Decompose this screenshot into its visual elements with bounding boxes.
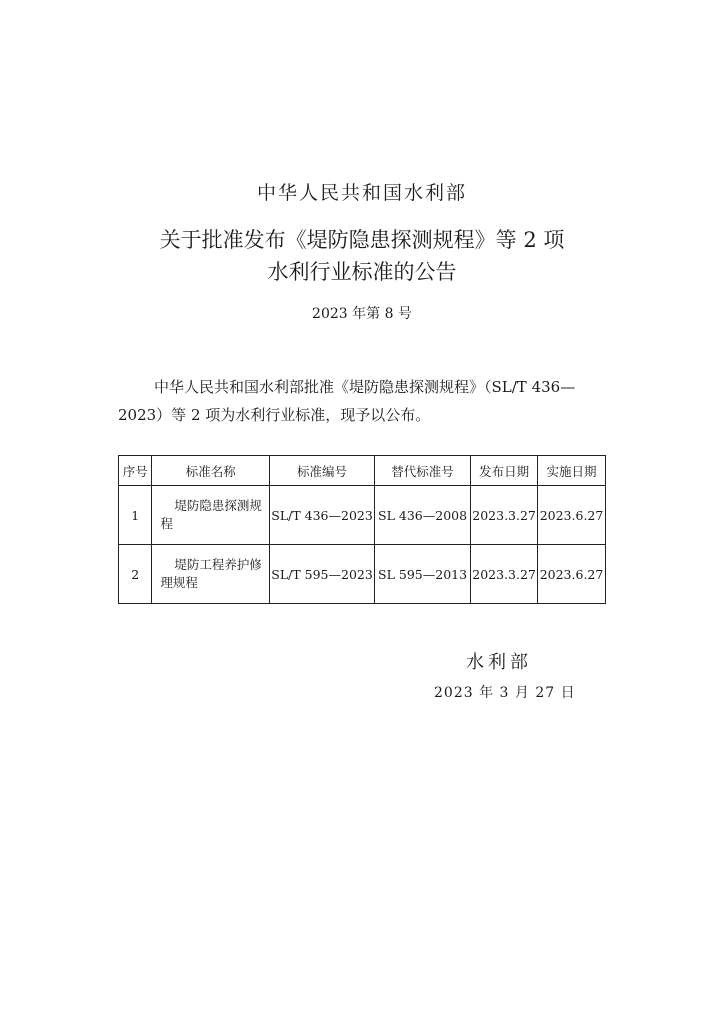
signature-authority: 水利部 xyxy=(466,652,532,673)
cell-issue-date: 2023.3.27 xyxy=(471,486,538,545)
cell-issue-date: 2023.3.27 xyxy=(471,545,538,604)
cell-replaced-number: SL 436—2008 xyxy=(374,486,470,545)
cell-standard-number: SL/T 595—2023 xyxy=(270,545,375,604)
standards-table xyxy=(118,455,606,604)
title-line-1: 关于批准发布《堤防隐患探测规程》等 2 项 xyxy=(159,228,565,252)
header-index: 序号 xyxy=(119,456,152,486)
table-row xyxy=(119,545,606,604)
document-number: 2023 年第 8 号 xyxy=(312,306,412,322)
header-standard-name: 标准名称 xyxy=(152,456,270,486)
cell-index: 1 xyxy=(119,486,152,545)
cell-effective-date: 2023.6.27 xyxy=(538,545,606,604)
header-effective-date: 实施日期 xyxy=(538,456,606,486)
announcement-paragraph: 中华人民共和国水利部批准《堤防隐患探测规程》（SL/T 436—2023）等 2 项为水利行业标准，现予以公布。 xyxy=(118,378,576,424)
cell-index: 2 xyxy=(119,545,152,604)
cell-standard-name: 堤防隐患探测规程 xyxy=(152,486,270,545)
header-replaced-number: 替代标准号 xyxy=(374,456,470,486)
cell-standard-number: SL/T 436—2023 xyxy=(270,486,375,545)
cell-effective-date: 2023.6.27 xyxy=(538,486,606,545)
table-header-row xyxy=(119,456,606,486)
cell-replaced-number: SL 595—2013 xyxy=(374,545,470,604)
signature-date: 2023 年 3 月 27 日 xyxy=(434,685,576,701)
cell-standard-name: 堤防工程养护修理规程 xyxy=(152,545,270,604)
header-issue-date: 发布日期 xyxy=(471,456,538,486)
issuing-authority: 中华人民共和国水利部 xyxy=(256,182,467,204)
title-line-2: 水利行业标准的公告 xyxy=(267,260,457,284)
header-standard-number: 标准编号 xyxy=(270,456,375,486)
announcement-title xyxy=(0,224,724,288)
table-row xyxy=(119,486,606,545)
